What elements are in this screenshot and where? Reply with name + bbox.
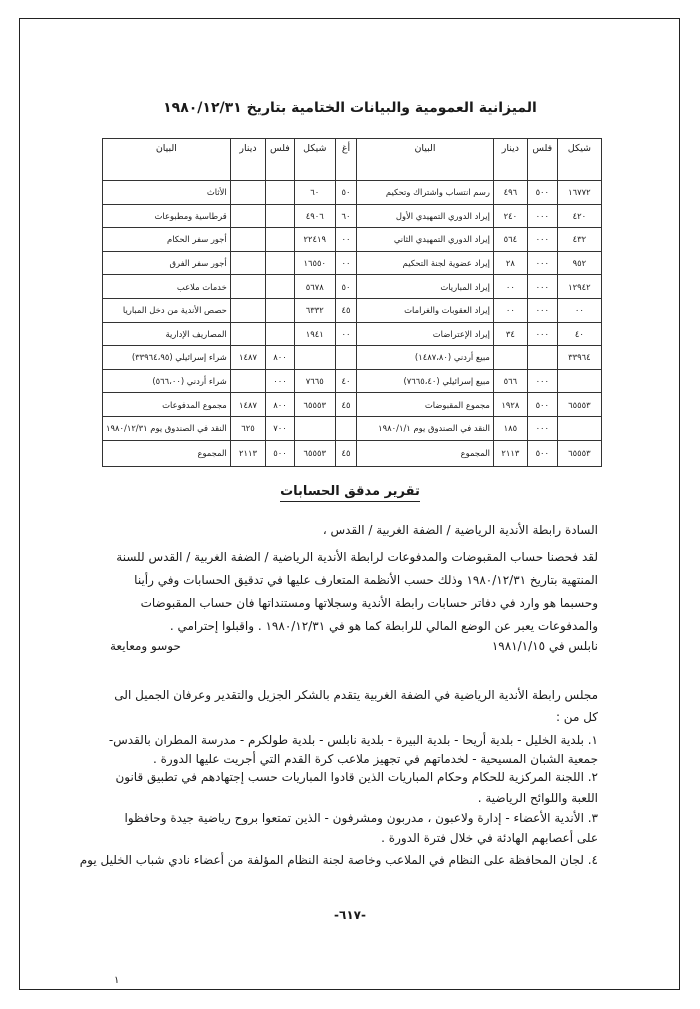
- cell-left-dinar: ٦٢٥: [230, 416, 265, 440]
- cell-right-dinar: ٥٦٦: [493, 369, 527, 393]
- cell-right-shekel: ٦٥٥٥٣: [557, 393, 601, 417]
- header-right-desc: البيان: [357, 139, 494, 181]
- cell-left-shekel: ٥٦٧٨: [294, 275, 335, 299]
- table-row: [103, 322, 602, 346]
- cell-left-agora: ٦٠: [335, 204, 356, 228]
- thanks-intro-cont: كل من :: [555, 710, 598, 724]
- page-number: -٦١٧-: [334, 908, 366, 922]
- cell-right-shekel: ٠٠: [557, 298, 601, 322]
- thanks-item: على أعصابهم الهادئة في خلال فترة الدورة .: [381, 831, 598, 845]
- thanks-item: اللعبة واللوائح الرياضية .: [477, 791, 598, 805]
- cell-right-shekel: ٤٠: [557, 322, 601, 346]
- cell-left-agora: ٤٠: [335, 369, 356, 393]
- cell-left-shekel: ٦٥٥٥٣: [294, 440, 335, 466]
- report-line: لقد فحصنا حساب المقبوضات والمدفوعات لرابطة الأندية الرياضية / الضفة الغربية / القدس للسنة: [116, 550, 598, 564]
- table-header-row: [103, 139, 602, 181]
- cell-left-fils: ٥٠٠: [266, 440, 294, 466]
- cell-left-dinar: [230, 204, 265, 228]
- header-left-agora: أغ: [335, 139, 356, 181]
- cell-right-dinar: ٣٤: [493, 322, 527, 346]
- cell-left-agora: ٤٥: [335, 393, 356, 417]
- cell-right-shekel: [557, 416, 601, 440]
- cell-left-agora: ٥٠: [335, 181, 356, 205]
- cell-left-shekel: ٦٣٣٢: [294, 298, 335, 322]
- cell-right-fils: [527, 346, 557, 370]
- cell-right-fils: ٥٠٠: [527, 440, 557, 466]
- cell-right-desc: إيراد الدوري التمهيدي الأول: [357, 204, 494, 228]
- cell-left-fils: [266, 275, 294, 299]
- cell-right-dinar: [493, 346, 527, 370]
- report-line: السادة رابطة الأندية الرياضية / الضفة الغربية / القدس ،: [322, 523, 598, 537]
- cell-right-desc: مبيع أردني (١٤٨٧،٨٠): [357, 346, 494, 370]
- cell-left-dinar: [230, 181, 265, 205]
- cell-right-desc: رسم انتساب واشتراك وتحكيم: [357, 181, 494, 205]
- cell-right-dinar: ٠٠: [493, 275, 527, 299]
- auditor-report-title: تقرير مدقق الحسابات: [0, 484, 700, 499]
- cell-left-shekel: ٤٩٠٦: [294, 204, 335, 228]
- cell-left-desc: المجموع: [103, 440, 231, 466]
- report-line: وحسبما هو وارد في دفاتر حسابات رابطة الأندية وسجلاتها ومستنداتها فان حساب المقبوضات: [140, 596, 598, 610]
- cell-left-desc: المصاريف الإدارية: [103, 322, 231, 346]
- cell-left-shekel: ٦٥٥٥٣: [294, 393, 335, 417]
- cell-left-dinar: ١٤٨٧: [230, 393, 265, 417]
- cell-right-shekel: ١٦٧٧٢: [557, 181, 601, 205]
- cell-left-agora: ٤٥: [335, 298, 356, 322]
- cell-right-desc: إيراد العقوبات والغرامات: [357, 298, 494, 322]
- cell-right-fils: ٠٠٠: [527, 298, 557, 322]
- cell-right-dinar: ١٨٥: [493, 416, 527, 440]
- cell-left-desc: مجموع المدفوعات: [103, 393, 231, 417]
- cell-left-shekel: ٦٠: [294, 181, 335, 205]
- cell-left-desc: خدمات ملاعب: [103, 275, 231, 299]
- cell-right-fils: ٠٠٠: [527, 275, 557, 299]
- cell-right-dinar: ٠٠: [493, 298, 527, 322]
- header-left-dinar: دينار: [230, 139, 265, 181]
- margin-mark: ١: [114, 975, 120, 986]
- cell-left-agora: ٠٠: [335, 322, 356, 346]
- document-title: الميزانية العمومية والبيانات الختامية بتاريخ ١٩٨٠/١٢/٣١: [163, 100, 537, 116]
- cell-right-dinar: ٢٤٠: [493, 204, 527, 228]
- cell-left-agora: ٥٠: [335, 275, 356, 299]
- cell-left-fils: ٨٠٠: [266, 346, 294, 370]
- cell-right-fils: ٠٠٠: [527, 416, 557, 440]
- cell-right-desc: إيراد عضوية لجنة التحكيم: [357, 251, 494, 275]
- cell-right-shekel: [557, 369, 601, 393]
- cell-right-desc: إيراد الإعتراضات: [357, 322, 494, 346]
- cell-left-fils: [266, 228, 294, 252]
- cell-right-fils: ٠٠٠: [527, 228, 557, 252]
- cell-left-desc: أجور سفر الفرق: [103, 251, 231, 275]
- cell-left-desc: شراء إسرائيلي (٣٣٩٦٤،٩٥): [103, 346, 231, 370]
- cell-right-desc: مبيع إسرائيلي (٧٦٦٥،٤٠): [357, 369, 494, 393]
- header-right-dinar: دينار: [493, 139, 527, 181]
- table-row: [103, 181, 602, 205]
- auditor-signature: حوسو ومعايعة: [110, 639, 181, 653]
- cell-left-desc: أجور سفر الحكام: [103, 228, 231, 252]
- cell-right-desc: المجموع: [357, 440, 494, 466]
- cell-left-agora: ٠٠: [335, 251, 356, 275]
- budget-table: [102, 138, 602, 467]
- report-line: المنتهية بتاريخ ١٩٨٠/١٢/٣١ وذلك حسب الأنظمة المتعارف عليها في تدقيق الحسابات وفي رأينا: [134, 573, 598, 587]
- header-right-fils: فلس: [527, 139, 557, 181]
- cell-left-desc: حصص الأندية من دخل المباريا: [103, 298, 231, 322]
- cell-left-fils: ٧٠٠: [266, 416, 294, 440]
- cell-right-shekel: ٩٥٢: [557, 251, 601, 275]
- cell-left-fils: [266, 181, 294, 205]
- header-right-shekel: شيكل: [557, 139, 601, 181]
- cell-left-dinar: [230, 298, 265, 322]
- cell-right-desc: مجموع المقبوضات: [357, 393, 494, 417]
- cell-right-fils: ٥٠٠: [527, 181, 557, 205]
- cell-right-dinar: ٥٦٤: [493, 228, 527, 252]
- cell-left-shekel: ١٦٥٥٠: [294, 251, 335, 275]
- cell-left-fils: [266, 322, 294, 346]
- cell-right-dinar: ٢٨: [493, 251, 527, 275]
- cell-left-agora: ٠٠: [335, 228, 356, 252]
- report-line: والمدفوعات يعبر عن الوضع المالي للرابطة كما هو في ١٩٨٠/١٢/٣١ . واقبلوا إحترامي .: [169, 619, 598, 633]
- cell-left-desc: قرطاسية ومطبوعات: [103, 204, 231, 228]
- cell-left-desc: الأثاث: [103, 181, 231, 205]
- cell-left-fils: [266, 204, 294, 228]
- cell-right-fils: ٠٠٠: [527, 322, 557, 346]
- table-row: [103, 204, 602, 228]
- cell-right-desc: إيراد المباريات: [357, 275, 494, 299]
- cell-left-shekel: ٢٢٤١٩: [294, 228, 335, 252]
- cell-left-fils: ٠٠٠: [266, 369, 294, 393]
- cell-right-shekel: ٤٢٠: [557, 204, 601, 228]
- thanks-item: ٤. لجان المحافظة على النظام في الملاعب وخاصة لجنة النظام المؤلفة من أعضاء نادي شباب الخليل يوم: [79, 853, 598, 867]
- cell-left-agora: ٤٥: [335, 440, 356, 466]
- cell-right-fils: ٠٠٠: [527, 369, 557, 393]
- cell-right-desc: النقد في الصندوق يوم ١٩٨٠/١/١: [357, 416, 494, 440]
- thanks-item: ٣. الأندية الأعضاء - إدارة ولاعبون ، مدربون ومشرفون - الذين تمتعوا بروح رياضية جيدة وحافظوا: [124, 811, 598, 825]
- table-row: [103, 298, 602, 322]
- cell-right-fils: ٠٠٠: [527, 251, 557, 275]
- table-row: [103, 251, 602, 275]
- cell-left-shekel: ٧٦٦٥: [294, 369, 335, 393]
- cell-left-shekel: [294, 346, 335, 370]
- cell-left-dinar: ٢١١٣: [230, 440, 265, 466]
- cell-left-desc: النقد في الصندوق يوم ١٩٨٠/١٢/٣١: [103, 416, 231, 440]
- table-row: [103, 393, 602, 417]
- cell-left-agora: [335, 346, 356, 370]
- cell-left-dinar: [230, 322, 265, 346]
- cell-right-shekel: ٦٥٥٥٣: [557, 440, 601, 466]
- table-row: [103, 228, 602, 252]
- cell-left-dinar: ١٤٨٧: [230, 346, 265, 370]
- cell-right-fils: ٥٠٠: [527, 393, 557, 417]
- cell-right-fils: ٠٠٠: [527, 204, 557, 228]
- cell-left-fils: [266, 251, 294, 275]
- cell-left-shekel: ١٩٤١: [294, 322, 335, 346]
- cell-right-shekel: ٤٣٢: [557, 228, 601, 252]
- cell-left-dinar: [230, 228, 265, 252]
- cell-left-shekel: [294, 416, 335, 440]
- thanks-item: جمعية الشبان المسيحية - لخدماتهم في تجهيز ملاعب كرة القدم التي أجريت عليها الدورة .: [153, 752, 598, 766]
- cell-right-dinar: ١٩٢٨: [493, 393, 527, 417]
- cell-left-dinar: [230, 369, 265, 393]
- table-row: [103, 416, 602, 440]
- cell-left-fils: ٨٠٠: [266, 393, 294, 417]
- cell-left-dinar: [230, 275, 265, 299]
- cell-right-shekel: ١٢٩٤٢: [557, 275, 601, 299]
- thanks-item: ١. بلدية الخليل - بلدية أريحا - بلدية البيرة - بلدية نابلس - بلدية طولكرم - مدرسة المطران بالقدس-: [108, 733, 598, 747]
- cell-right-shekel: ٣٣٩٦٤: [557, 346, 601, 370]
- thanks-item: ٢. اللجنة المركزية للحكام وحكام المباريات الذين قادوا المباريات حسب إجتهادهم في تطبيق قانون: [115, 770, 598, 784]
- header-left-shekel: شيكل: [294, 139, 335, 181]
- cell-right-dinar: ٢١١٣: [493, 440, 527, 466]
- cell-left-desc: شراء أردني (٥٦٦،٠٠): [103, 369, 231, 393]
- cell-right-desc: إيراد الدوري التمهيدي الثاني: [357, 228, 494, 252]
- cell-left-fils: [266, 298, 294, 322]
- thanks-intro: مجلس رابطة الأندية الرياضية في الضفة الغربية يتقدم بالشكر الجزيل والتقدير وعرفان الجميل الى: [114, 688, 598, 702]
- table-row: [103, 346, 602, 370]
- report-place-date: نابلس في ١٩٨١/١/١٥: [491, 639, 598, 653]
- table-total-row: [103, 440, 602, 466]
- table-row: [103, 275, 602, 299]
- cell-left-dinar: [230, 251, 265, 275]
- table-row: [103, 369, 602, 393]
- cell-left-agora: [335, 416, 356, 440]
- header-left-desc: البيان: [103, 139, 231, 181]
- header-left-fils: فلس: [266, 139, 294, 181]
- cell-right-dinar: ٤٩٦: [493, 181, 527, 205]
